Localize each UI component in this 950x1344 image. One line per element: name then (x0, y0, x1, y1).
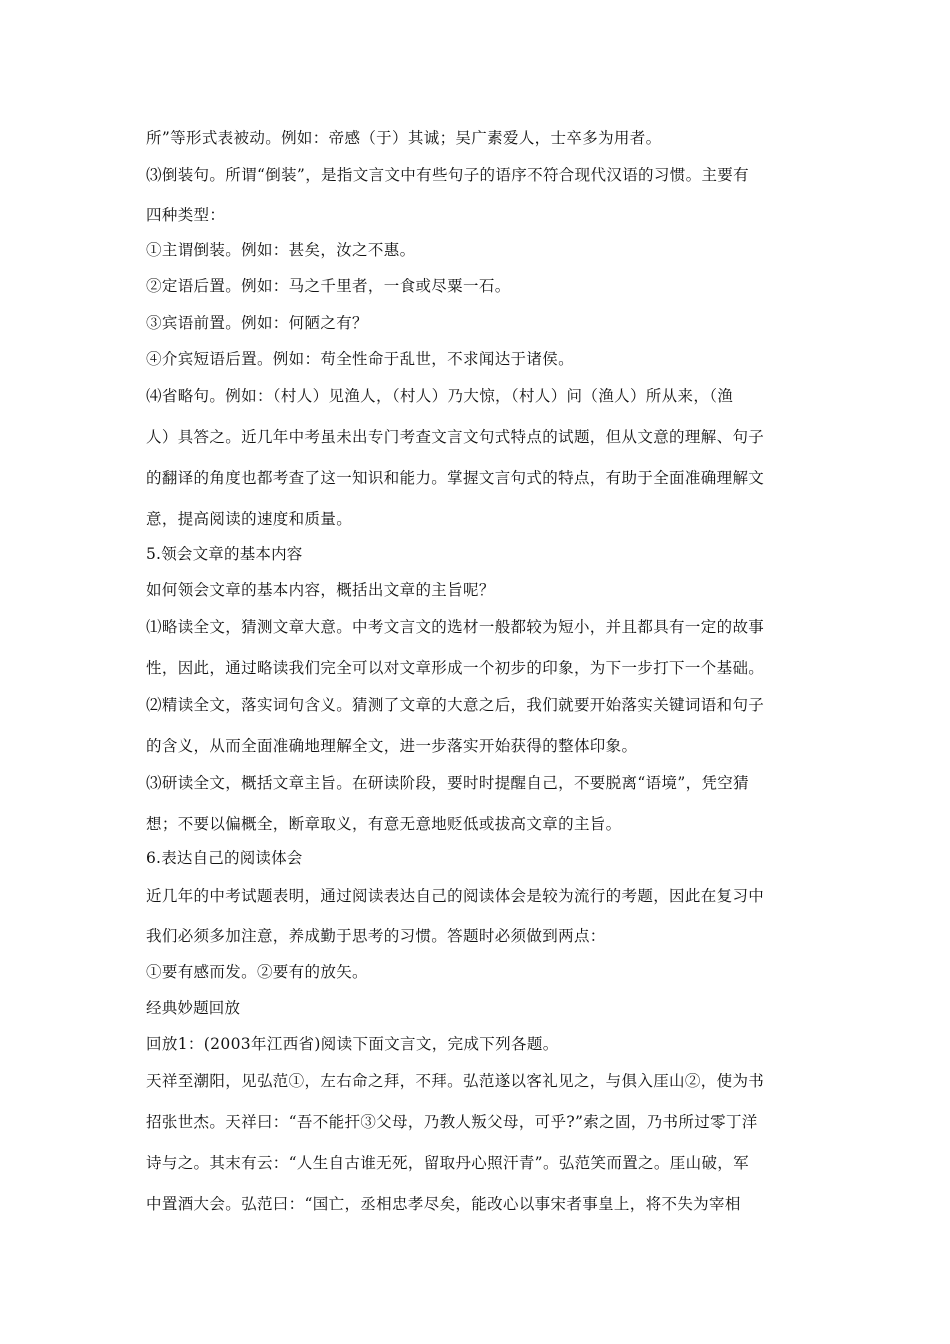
text-line: 如何领会文章的基本内容，概括出文章的主旨呢？ (146, 581, 495, 599)
text-line: 的翻译的角度也都考查了这一知识和能力。掌握文言句式的特点，有助于全面准确理解文 (146, 469, 765, 487)
text-line: 中置酒大会。弘范曰：“国亡，丞相忠孝尽矣，能改心以事宋者事皇上，将不失为宰相 (146, 1195, 741, 1213)
text-line: ①要有感而发。②要有的放矢。 (146, 963, 368, 981)
list-item: ②定语后置。例如：马之千里者，一食或尽粟一石。 (146, 277, 511, 295)
text-line: ⑶倒装句。所谓“倒装”，是指文言文中有些句子的语序不符合现代汉语的习惯。主要有 (146, 166, 750, 184)
text-line: 想；不要以偏概全，断章取义，有意无意地贬低或拔高文章的主旨。 (146, 815, 622, 833)
list-item: ①主谓倒装。例如：甚矣，汝之不惠。 (146, 241, 416, 259)
text-line: 的含义，从而全面准确地理解全文，进一步落实开始获得的整体印象。 (146, 737, 638, 755)
text-line: ⑶研读全文，概括文章主旨。在研读阶段，要时时提醒自己，不要脱离“语境”，凭空猜 (146, 774, 750, 792)
section-heading: 6.表达自己的阅读体会 (146, 849, 303, 867)
list-item: ③宾语前置。例如：何陋之有？ (146, 314, 368, 332)
text-line: 人）具答之。近几年中考虽未出专门考查文言文句式特点的试题，但从文意的理解、句子 (146, 428, 765, 446)
text-line: 意，提高阅读的速度和质量。 (146, 510, 353, 528)
text-line: 我们必须多加注意，养成勤于思考的习惯。答题时必须做到两点： (146, 927, 606, 945)
text-line: 近几年的中考试题表明，通过阅读表达自己的阅读体会是较为流行的考题，因此在复习中 (146, 887, 765, 905)
text-line: ⑷省略句。例如：（村人）见渔人，（村人）乃大惊，（村人）问（渔人）所从来，（渔 (146, 387, 734, 405)
text-line: 诗与之。其末有云：“人生自古谁无死，留取丹心照汗青”。弘范笑而置之。厓山破，军 (146, 1154, 750, 1172)
text-line: 性，因此，通过略读我们完全可以对文章形成一个初步的印象，为下一步打下一个基础。 (146, 659, 765, 677)
text-line: 回放1：(2003年江西省)阅读下面文言文，完成下列各题。 (146, 1035, 559, 1053)
text-line: ⑴略读全文，猜测文章大意。中考文言文的选材一般都较为短小，并且都具有一定的故事 (146, 618, 765, 636)
text-line: 四种类型： (146, 206, 226, 224)
section-heading: 经典妙题回放 (146, 999, 241, 1017)
text-line: ⑵精读全文，落实词句含义。猜测了文章的大意之后，我们就要开始落实关键词语和句子 (146, 696, 765, 714)
section-heading: 5.领会文章的基本内容 (146, 545, 303, 563)
text-line: 招张世杰。天祥曰：“吾不能扞③父母，乃教人叛父母，可乎?”索之固，乃书所过零丁洋 (146, 1113, 758, 1131)
text-line: 所”等形式表被动。例如：帝感（于）其诚；吴广素爱人，士卒多为用者。 (146, 129, 662, 147)
list-item: ④介宾短语后置。例如：苟全性命于乱世，不求闻达于诸侯。 (146, 350, 574, 368)
text-line: 天祥至潮阳，见弘范①，左右命之拜，不拜。弘范遂以客礼见之，与俱入厓山②，使为书 (146, 1072, 765, 1090)
